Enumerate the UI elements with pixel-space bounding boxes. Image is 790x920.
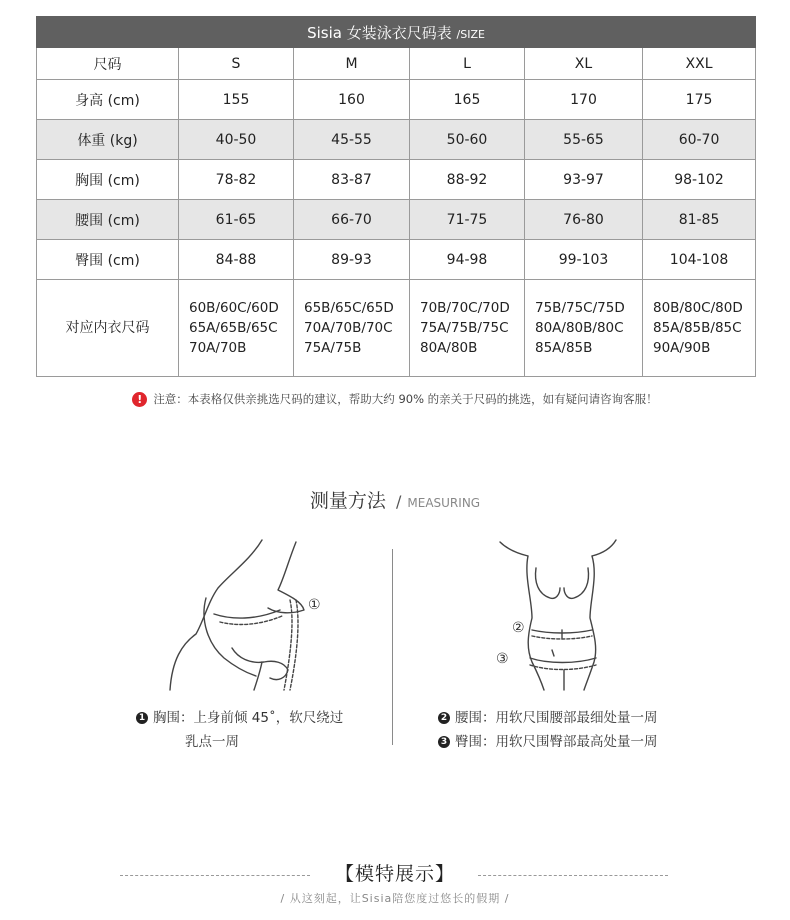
header-cell-m: M — [294, 48, 410, 80]
header-cell-size: 尺码 — [37, 48, 179, 80]
table-cell: 94-98 — [410, 240, 525, 280]
model-section-subtitle: / 从这刻起，让Sisia陪您度过悠长的假期 / — [280, 892, 510, 905]
table-cell: 104-108 — [643, 240, 756, 280]
bra-size-line: 80B/80C/80D — [653, 300, 743, 316]
table-cell: 165 — [410, 80, 525, 120]
bra-cell — [525, 280, 643, 377]
hip-instruction: 臀围：用软尺围臀部最高处量一周 — [455, 734, 658, 750]
bra-cell — [294, 280, 410, 377]
table-row-bra-size — [37, 280, 756, 377]
table-row-height — [37, 80, 756, 120]
table-cell: 84-88 — [179, 240, 294, 280]
bra-size-line: 70A/70B — [189, 340, 247, 356]
table-cell: 99-103 — [525, 240, 643, 280]
bra-size-line: 75B/75C/75D — [535, 300, 625, 316]
bra-size-line: 60B/60C/60D — [189, 300, 279, 316]
table-cell: 93-97 — [525, 160, 643, 200]
bra-size-line: 70A/70B/70C — [304, 320, 393, 336]
table-title-suffix: /SIZE — [456, 27, 485, 41]
header-cell-xl: XL — [525, 48, 643, 80]
bra-size-line: 75A/75B/75C — [420, 320, 509, 336]
table-cell: 60-70 — [643, 120, 756, 160]
bra-size-line: 90A/90B — [653, 340, 711, 356]
table-cell: 76-80 — [525, 200, 643, 240]
chest-instruction — [136, 706, 343, 754]
table-cell: 98-102 — [643, 160, 756, 200]
marker-chest: ① — [308, 597, 321, 613]
measuring-title-en: MEASURING — [407, 496, 481, 510]
bullet-3-icon: 3 — [438, 736, 450, 748]
table-title — [37, 17, 756, 48]
row-label: 体重 (kg) — [37, 120, 179, 160]
measuring-divider — [392, 549, 393, 745]
table-row-waist — [37, 200, 756, 240]
table-cell: 170 — [525, 80, 643, 120]
table-header-row — [37, 48, 756, 80]
bra-size-line: 85A/85B/85C — [653, 320, 742, 336]
table-row-chest — [37, 160, 756, 200]
row-label: 对应内衣尺码 — [37, 280, 179, 377]
table-cell: 89-93 — [294, 240, 410, 280]
table-cell: 81-85 — [643, 200, 756, 240]
chest-instruction-line2: 乳点一周 — [185, 734, 239, 750]
table-cell: 78-82 — [179, 160, 294, 200]
table-cell: 55-65 — [525, 120, 643, 160]
waist-hip-measure-illustration — [498, 538, 622, 692]
row-label: 臀围 (cm) — [37, 240, 179, 280]
measuring-title-slash: / — [395, 492, 402, 511]
header-cell-s: S — [179, 48, 294, 80]
row-label: 身高 (cm) — [37, 80, 179, 120]
row-label: 腰围 (cm) — [37, 200, 179, 240]
table-cell: 40-50 — [179, 120, 294, 160]
table-row-hip — [37, 240, 756, 280]
header-cell-l: L — [410, 48, 525, 80]
bullet-1-icon: 1 — [136, 712, 148, 724]
table-cell: 71-75 — [410, 200, 525, 240]
model-section-title: 【模特展示】 — [334, 863, 455, 885]
table-cell: 61-65 — [179, 200, 294, 240]
chest-instruction-line1: 胸围：上身前倾 45˚，软尺绕过 — [153, 710, 344, 726]
table-cell: 155 — [179, 80, 294, 120]
bra-cell — [410, 280, 525, 377]
table-cell: 50-60 — [410, 120, 525, 160]
bra-cell — [179, 280, 294, 377]
bra-size-line: 75A/75B — [304, 340, 362, 356]
measuring-title-cn: 测量方法 — [309, 490, 386, 512]
bra-cell — [643, 280, 756, 377]
measuring-title — [0, 486, 790, 513]
bra-size-line: 85A/85B — [535, 340, 593, 356]
marker-waist: ② — [512, 620, 525, 636]
row-label: 胸围 (cm) — [37, 160, 179, 200]
chest-measure-illustration — [160, 538, 330, 694]
table-cell: 160 — [294, 80, 410, 120]
table-cell: 83-87 — [294, 160, 410, 200]
table-cell: 45-55 — [294, 120, 410, 160]
table-cell: 66-70 — [294, 200, 410, 240]
table-title-text: Sisia 女装泳衣尺码表 — [307, 23, 452, 42]
bra-size-line: 65B/65C/65D — [304, 300, 394, 316]
marker-hip: ③ — [496, 651, 509, 667]
bra-size-line: 80A/80B/80C — [535, 320, 624, 336]
header-cell-xxl: XXL — [643, 48, 756, 80]
table-row-weight — [37, 120, 756, 160]
waist-hip-instructions — [438, 706, 658, 754]
size-notice — [0, 391, 790, 407]
bullet-2-icon: 2 — [438, 712, 450, 724]
exclamation-icon: ! — [132, 392, 147, 407]
bra-size-line: 80A/80B — [420, 340, 478, 356]
bra-size-line: 65A/65B/65C — [189, 320, 278, 336]
notice-text: 注意：本表格仅供亲挑选尺码的建议，帮助大约 90% 的亲关于尺码的挑选，如有疑问请咨询客服！ — [153, 392, 658, 406]
bra-size-line: 70B/70C/70D — [420, 300, 510, 316]
table-cell: 175 — [643, 80, 756, 120]
size-chart-table — [36, 16, 756, 377]
table-cell: 88-92 — [410, 160, 525, 200]
waist-instruction: 腰围：用软尺围腰部最细处量一周 — [455, 710, 658, 726]
